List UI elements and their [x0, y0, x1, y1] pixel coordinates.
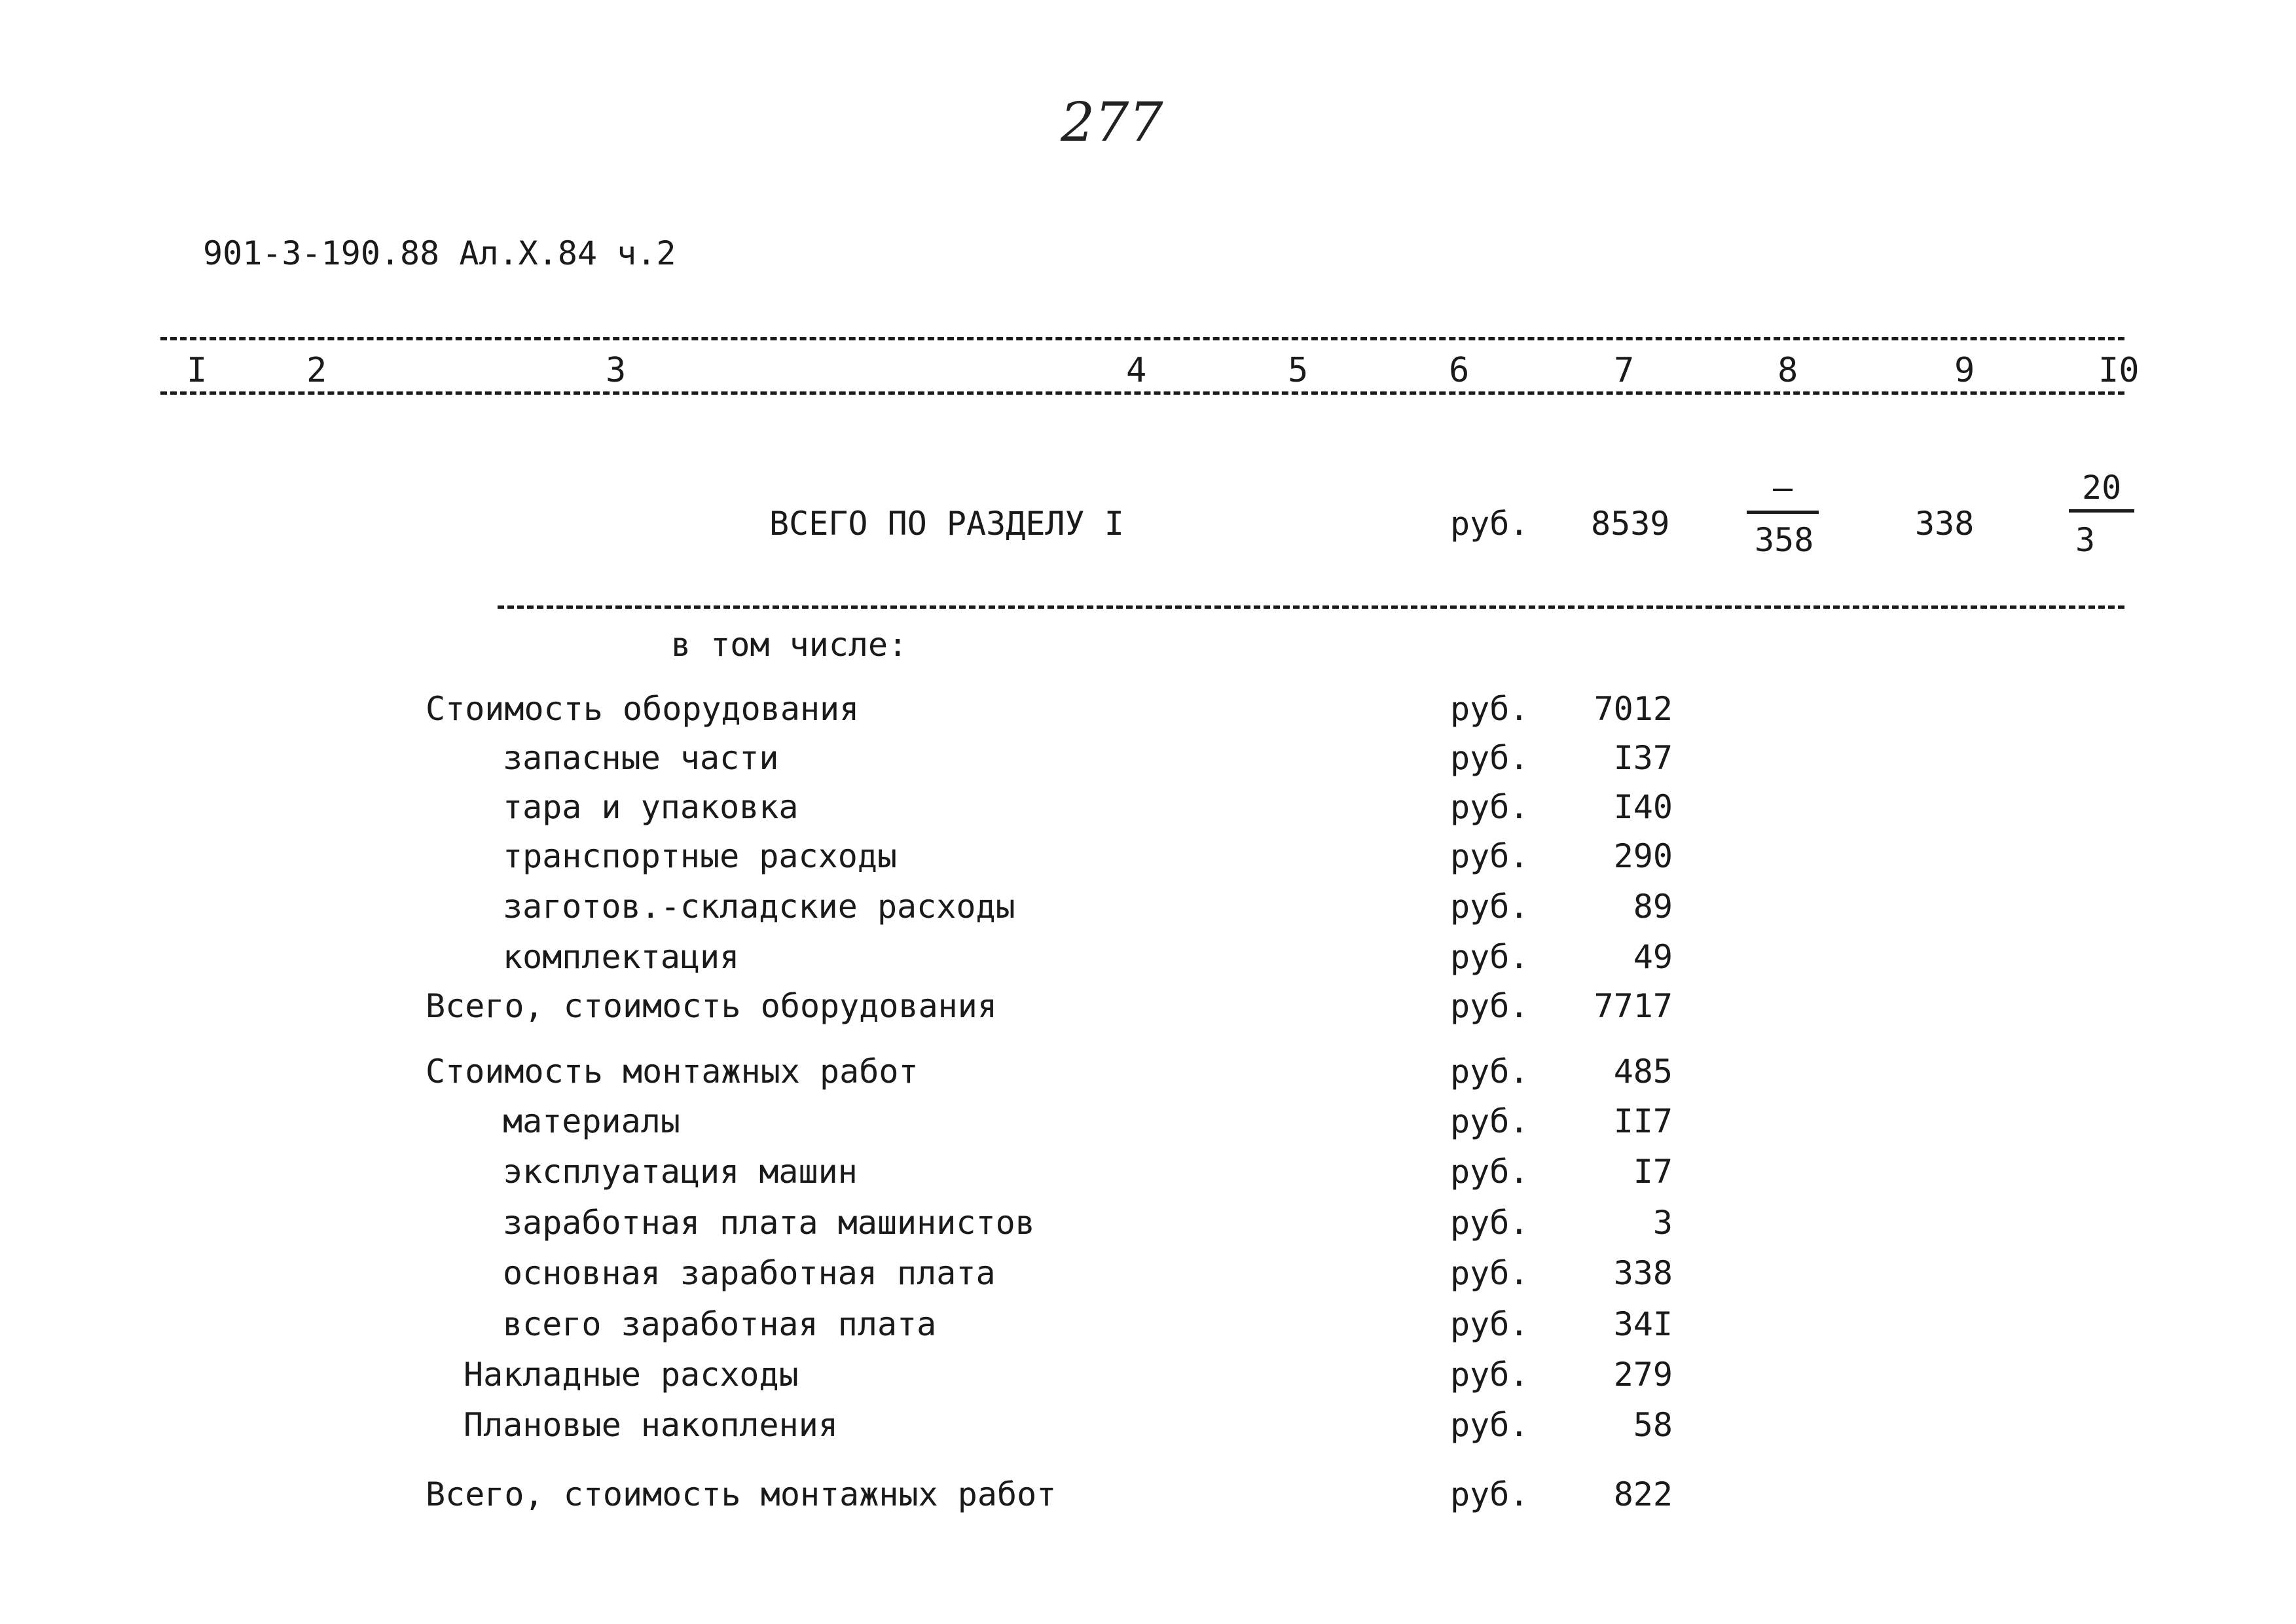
row-unit: руб. — [1450, 987, 1529, 1025]
summary-col8-fraction-line — [1747, 511, 1819, 514]
summary-col10-bottom: 3 — [2075, 521, 2096, 559]
row-label: материалы — [503, 1102, 680, 1140]
row-label: заработная плата машинистов — [503, 1204, 1035, 1242]
row-unit: руб. — [1450, 690, 1529, 728]
row-value: II7 — [1613, 1102, 1673, 1140]
column-number-5: 5 — [1288, 351, 1309, 390]
row-label: запасные части — [503, 739, 779, 777]
column-number-1: I — [187, 351, 208, 390]
summary-col9: 338 — [1915, 505, 1975, 543]
row-label: основная заработная плата — [503, 1254, 996, 1292]
row-unit: руб. — [1450, 938, 1529, 976]
row-unit: руб. — [1450, 1053, 1529, 1091]
summary-col10-fraction-line — [2069, 509, 2134, 513]
row-label: заготов.-складские расходы — [503, 888, 1015, 926]
row-value: 58 — [1633, 1406, 1673, 1444]
row-value: 49 — [1633, 938, 1673, 976]
column-number-9: 9 — [1954, 351, 1975, 390]
column-number-2: 2 — [306, 351, 327, 390]
row-unit: руб. — [1450, 888, 1529, 926]
header-bottom-rule — [160, 391, 2124, 395]
column-number-10: I0 — [2098, 351, 2140, 390]
row-value: I37 — [1613, 739, 1673, 777]
row-label: тара и упаковка — [503, 788, 799, 826]
row-unit: руб. — [1450, 788, 1529, 826]
row-unit: руб. — [1450, 1153, 1529, 1191]
summary-label: ВСЕГО ПО РАЗДЕЛУ I — [769, 505, 1124, 543]
row-value: 7012 — [1594, 690, 1673, 728]
row-label: комплектация — [503, 938, 740, 976]
row-unit: руб. — [1450, 1102, 1529, 1140]
row-label: Плановые накопления — [464, 1406, 838, 1444]
column-number-4: 4 — [1126, 351, 1147, 390]
row-value: 822 — [1613, 1475, 1673, 1513]
summary-col7: 8539 — [1591, 505, 1670, 543]
row-unit: руб. — [1450, 1406, 1529, 1444]
column-number-3: 3 — [606, 351, 627, 390]
row-label: Стоимость оборудования — [426, 690, 860, 728]
column-number-8: 8 — [1777, 351, 1798, 390]
column-number-7: 7 — [1614, 351, 1635, 390]
row-unit: руб. — [1450, 1305, 1529, 1343]
summary-separator-rule — [498, 605, 2124, 609]
row-label: всего заработная плата — [503, 1305, 937, 1343]
row-value: 34I — [1613, 1305, 1673, 1343]
summary-col10-top: 20 — [2082, 469, 2122, 507]
row-unit: руб. — [1450, 1254, 1529, 1292]
row-label: Стоимость монтажных работ — [426, 1053, 919, 1091]
column-number-6: 6 — [1449, 351, 1470, 390]
summary-unit: руб. — [1450, 505, 1529, 543]
row-value: I40 — [1613, 788, 1673, 826]
row-value: 3 — [1652, 1204, 1673, 1242]
row-value: 89 — [1633, 888, 1673, 926]
row-value: 279 — [1613, 1356, 1673, 1394]
page-number: 277 — [1061, 92, 1163, 154]
row-label: Накладные расходы — [464, 1356, 799, 1394]
row-unit: руб. — [1450, 1356, 1529, 1394]
summary-col8-top: – — [1773, 469, 1793, 507]
row-value: 485 — [1613, 1053, 1673, 1091]
row-unit: руб. — [1450, 739, 1529, 777]
document-code: 901-3-190.88 Ал.Х.84 ч.2 — [203, 234, 676, 272]
row-label: Всего, стоимость оборудования — [426, 987, 997, 1025]
row-value: 290 — [1613, 837, 1673, 875]
row-unit: руб. — [1450, 1475, 1529, 1513]
row-value: 7717 — [1594, 987, 1673, 1025]
header-top-rule — [160, 337, 2124, 340]
row-label: эксплуатация машин — [503, 1153, 858, 1191]
row-label: транспортные расходы — [503, 837, 898, 875]
row-unit: руб. — [1450, 837, 1529, 875]
row-value: I7 — [1633, 1153, 1673, 1191]
row-unit: руб. — [1450, 1204, 1529, 1242]
row-label: Всего, стоимость монтажных работ — [426, 1475, 1057, 1513]
row-value: 338 — [1613, 1254, 1673, 1292]
summary-col8-bottom: 358 — [1755, 521, 1814, 559]
including-label: в том числе: — [671, 626, 908, 664]
